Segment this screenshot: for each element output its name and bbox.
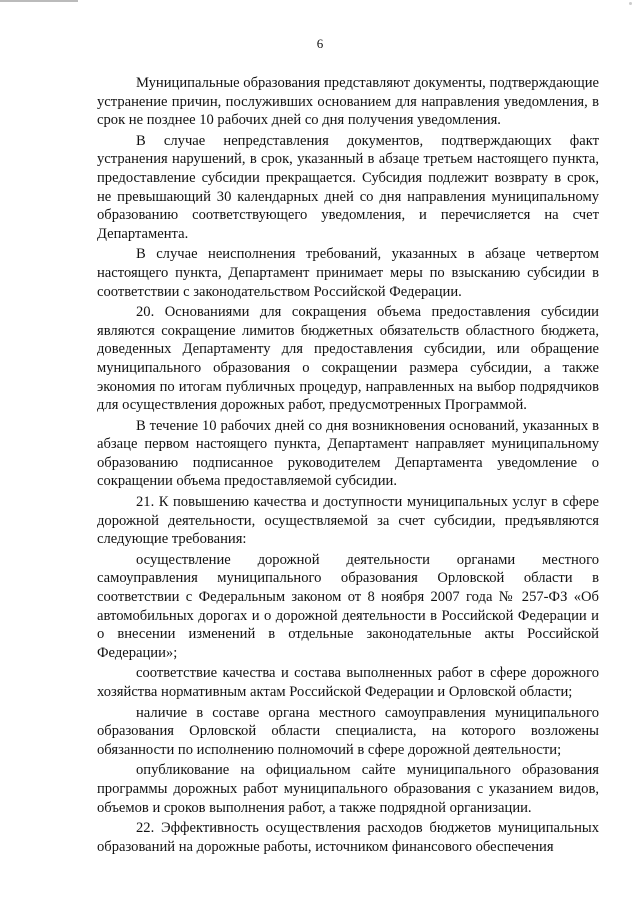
paragraph: В случае неисполнения требований, указанных в абзаце четвертом настоящего пункта, Департамент принимает меры по взысканию субсидии в соответствии с законодательством Российской Федерации. bbox=[97, 246, 599, 300]
paragraph: наличие в составе органа местного самоуправления муниципального образования Орловской области специалиста, на которого возложены обязанности по исполнению полномочий в сфере дорожной деятельности; bbox=[97, 704, 599, 758]
paragraph: В течение 10 рабочих дней со дня возникновения оснований, указанных в абзаце первом настоящего пункта, Департамент направляет муниципальному образованию подписанное руководителем Департамента уведомление о сокращении объема предоставляемой субсидии. bbox=[97, 417, 599, 490]
paragraph: опубликование на официальном сайте муниципального образования программы дорожных работ муниципального образования с указанием видов, объемов и сроков выполнения работ, а также подрядной организации. bbox=[97, 762, 599, 816]
paragraph: 20. Основаниями для сокращения объема предоставления субсидии являются сокращение лимитов бюджетных обязательств областного бюджета, доведенных Департаменту для предоставления субсидии, или обращение муниципального образования о сокращении размера субсидии, а также экономия по итогам публичных процедур, направленных на выбор подрядчиков для осуществления дорожных работ, предусмотренных Программой. bbox=[97, 304, 599, 414]
paragraph: Муниципальные образования представляют документы, подтверждающие устранение причин, послуживших основанием для направления уведомления, в срок не позднее 10 рабочих дней со дня получения уведомления. bbox=[97, 75, 599, 129]
paragraph: 21. К повышению качества и доступности муниципальных услуг в сфере дорожной деятельности, осуществляемой за счет субсидии, предъявляются следующие требования: bbox=[97, 494, 599, 548]
paragraph: 22. Эффективность осуществления расходов бюджетов муниципальных образований на дорожные работы, источником финансового обеспечения bbox=[97, 820, 599, 855]
paragraph: соответствие качества и состава выполненных работ в сфере дорожного хозяйства нормативным актам Российской Федерации и Орловской области; bbox=[97, 665, 599, 700]
paragraph: В случае непредставления документов, подтверждающих факт устранения нарушений, в срок, указанный в абзаце третьем настоящего пункта, предоставление субсидии прекращается. Субсидия подлежит возврату в срок, не превышающий 30 календарных дней со дня направления муниципальному образованию соответствующего уведомления, и перечисляется на счет Департамента. bbox=[97, 132, 599, 242]
document-body bbox=[97, 74, 599, 856]
scan-dust-mark bbox=[629, 2, 632, 5]
scan-edge-mark bbox=[0, 0, 78, 2]
paragraph: осуществление дорожной деятельности органами местного самоуправления муниципального образования Орловской области в соответствии с Федеральным законом от 8 ноября 2007 года № 257-ФЗ «Об автомобильных дорогах и о дорожной деятельности в Российской Федерации и о внесении изменений в отдельные законодательные акты Российской Федерации»; bbox=[97, 551, 599, 661]
page-number: 6 bbox=[316, 36, 324, 51]
